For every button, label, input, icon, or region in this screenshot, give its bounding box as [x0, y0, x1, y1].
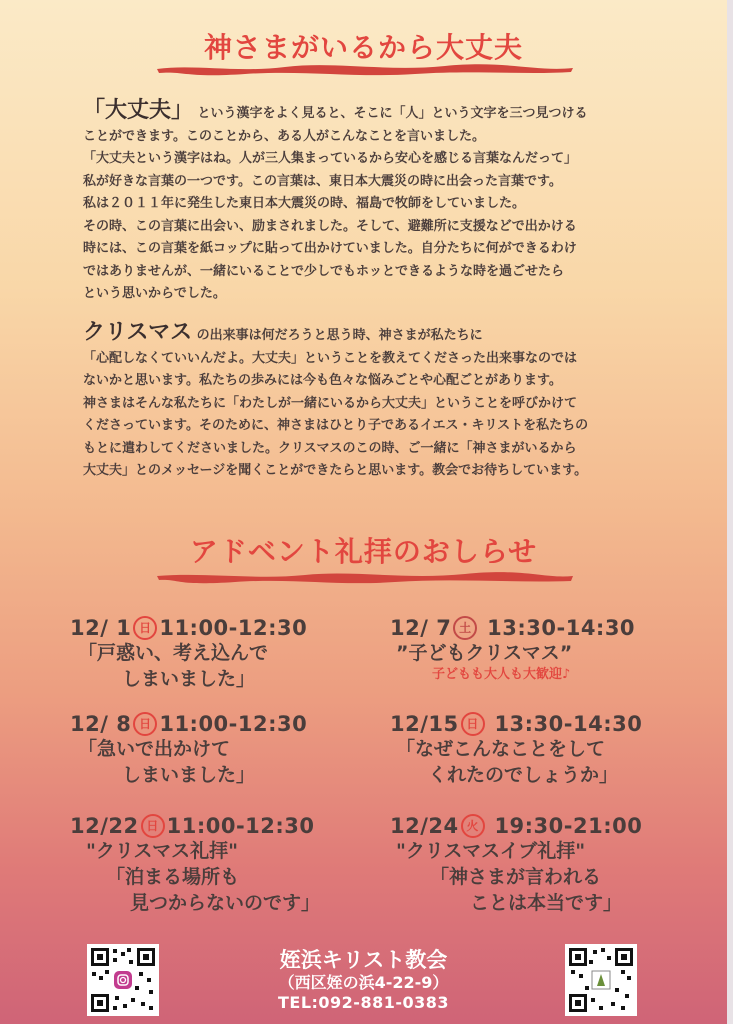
weekday-badge: 土	[453, 616, 477, 640]
event-time: 11:00-12:30	[166, 814, 315, 838]
intro-paragraph	[83, 100, 673, 306]
event-dec-24	[390, 814, 642, 916]
para-line: という思いからでした。	[83, 286, 226, 301]
lead-christmas: クリスマス	[83, 320, 193, 345]
qr-code-icon	[89, 946, 157, 1014]
event-time: 13:30-14:30	[494, 712, 643, 736]
para-line: 私が好きな言葉の一つです。この言葉は、東日本大震災の時に出会った言葉です。	[83, 173, 562, 189]
para-line: 時には、この言葉を紙コップに貼って出かけていました。自分たちに何ができるわけ	[83, 241, 577, 256]
para-line: ことができます。このことから、ある人がこんなことを言いました。	[83, 128, 485, 144]
event-title-line: ”子どもクリスマス”	[396, 642, 573, 664]
para-line: 私は２０１１年に発生した東日本大震災の時、福島で牧師をしていました。	[83, 196, 526, 211]
church-tel: TEL:092-881-0383	[277, 993, 450, 1012]
para-line: という漢字をよく見ると、そこに「人」という文字を三つ見つける	[197, 106, 588, 121]
weekday-badge: 日	[133, 616, 157, 640]
para-line: 神さまはそんな私たちに「わたしが一緒にいるから大丈夫」ということを呼びかけて	[83, 395, 578, 411]
event-date: 12/ 1	[70, 616, 132, 640]
para-line: 「心配しなくていいんだよ。大丈夫」ということを教えてくださった出来事なのでは	[83, 350, 578, 366]
event-date: 12/24	[390, 814, 459, 838]
para-line: 大丈夫」とのメッセージを聞くことができたらと思います。教会でお待ちしています。	[83, 463, 588, 478]
weekday-badge: 火	[461, 814, 485, 838]
para-line: くださっています。そのために、神さまはひとり子であるイエス・キリストを私たちの	[83, 418, 589, 433]
lead-daijoubu: 「大丈夫」	[83, 98, 194, 123]
event-title-line: 「急いで出かけて	[78, 738, 231, 760]
event-title-line: しまいました」	[122, 764, 256, 786]
event-date: 12/ 7	[390, 616, 452, 640]
para-line: 「大丈夫という漢字はね。人が三人集まっているから安心を感じる言葉なんだって」	[83, 151, 578, 166]
event-title-line: しまいました」	[122, 668, 256, 690]
event-time: 13:30-14:30	[487, 616, 636, 640]
weekday-badge: 日	[141, 814, 165, 838]
brush-underline-2	[155, 570, 575, 584]
event-title-line: "クリスマス礼拝"	[86, 840, 239, 862]
event-date: 12/ 8	[70, 712, 132, 736]
para-line: の出来事は何だろうと思う時、神さまが私たちに	[196, 328, 483, 343]
instagram-qr-code[interactable]	[87, 944, 159, 1016]
event-dec-22	[70, 814, 320, 916]
christmas-paragraph	[83, 322, 673, 483]
para-line: ないかと思います。私たちの歩みには今も色々な悩みごとや心配ごとがあります。	[83, 373, 562, 388]
event-title-line: 見つからないのです」	[130, 892, 321, 914]
event-dec-15	[390, 712, 642, 788]
para-line: もとに遣わしてくださいました。クリスマスのこの時、ご一緒に「神さまがいるから	[83, 440, 577, 456]
qr-code-icon	[567, 946, 635, 1014]
main-title: 神さまがいるから大丈夫	[203, 31, 523, 64]
church-address: （西区姪の浜4-22-9）	[278, 973, 449, 992]
event-title-line: 「戸惑い、考え込んで	[78, 642, 269, 664]
event-dec-8	[70, 712, 307, 788]
weekday-badge: 日	[133, 712, 157, 736]
para-line: ではありませんが、一緒にいることで少しでもホッとできるような時を過ごせたら	[83, 263, 565, 279]
event-title-line: 「なぜこんなことをして	[396, 738, 606, 760]
event-note: 子どもも大人も大歓迎♪	[432, 667, 571, 682]
event-title-line: くれたのでしょうか」	[428, 764, 619, 786]
event-date: 12/15	[390, 712, 459, 736]
event-date: 12/22	[70, 814, 139, 838]
event-dec-7	[390, 616, 635, 684]
event-dec-1	[70, 616, 307, 692]
event-time: 11:00-12:30	[159, 712, 308, 736]
church-qr-code[interactable]	[565, 944, 637, 1016]
event-title-line: 「神さまが言われる	[430, 866, 602, 888]
event-title-line: 「泊まる場所も	[106, 866, 240, 888]
event-title-line: "クリスマスイブ礼拝"	[396, 840, 586, 862]
event-title-line: ことは本当です」	[470, 892, 623, 914]
para-line: その時、この言葉に出会い、励まされました。そして、避難所に支援などで出かける	[83, 218, 577, 234]
advent-title: アドベント礼拝のおしらせ	[189, 535, 538, 568]
church-name: 姪浜キリスト教会	[279, 948, 448, 972]
weekday-badge: 日	[461, 712, 485, 736]
brush-underline-1	[155, 62, 575, 76]
event-time: 11:00-12:30	[159, 616, 308, 640]
event-time: 19:30-21:00	[494, 814, 643, 838]
